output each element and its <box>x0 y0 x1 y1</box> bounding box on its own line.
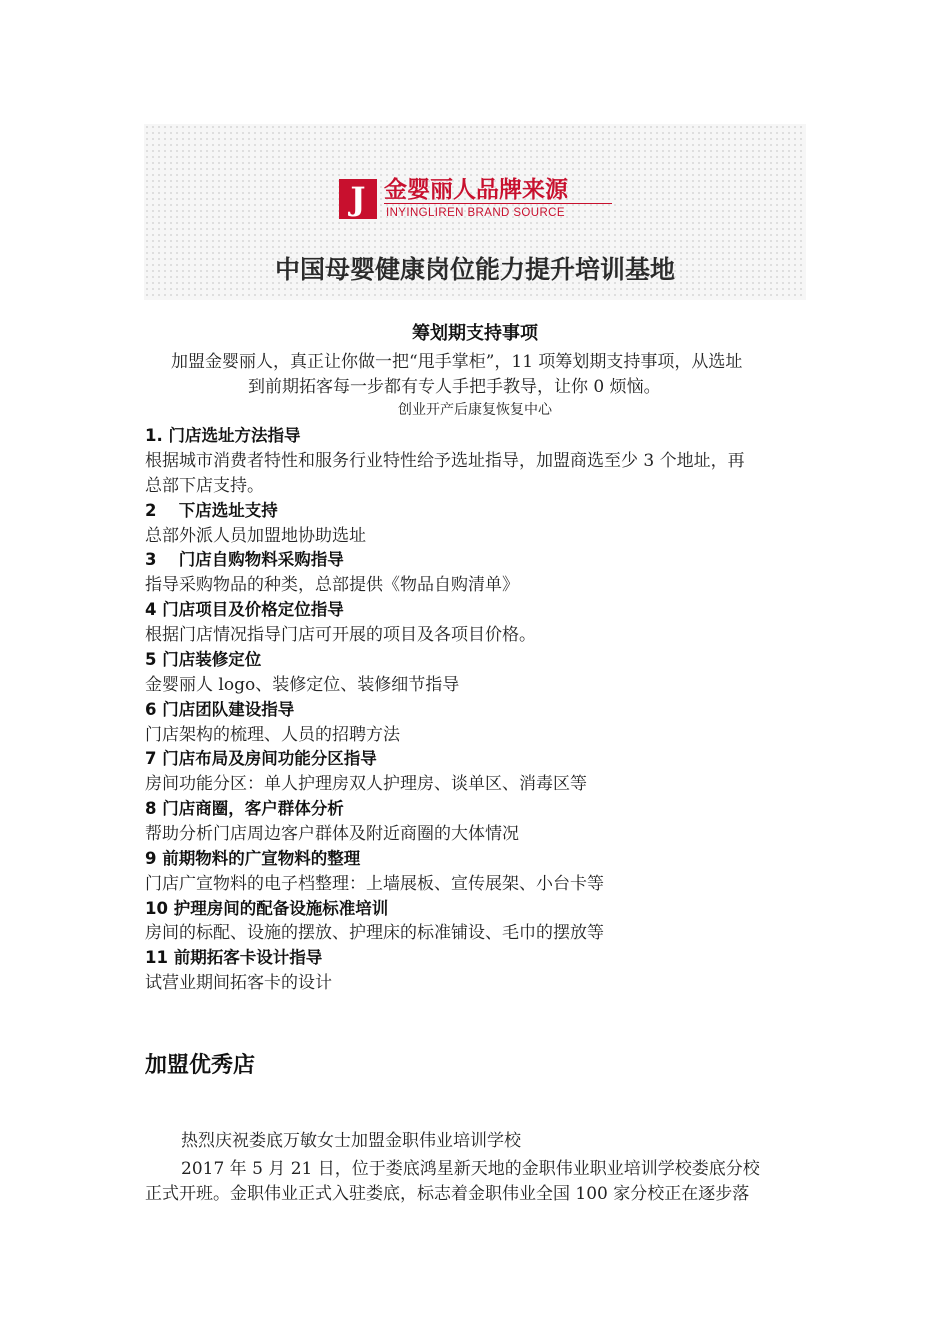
news-headline: 热烈庆祝娄底万敏女士加盟金职伟业培训学校 <box>181 1131 521 1151</box>
item-text: 根据城市消费者特性和服务行业特性给予选址指导，加盟商选至少 3 个地址，再 <box>145 451 745 471</box>
brand-logo-subtitle: INYINGLIREN BRAND SOURCE <box>386 207 565 219</box>
item-heading: 5 门店装修定位 <box>145 650 262 669</box>
section-title: 筹划期支持事项 <box>412 323 538 344</box>
item-text: 金婴丽人 logo、装修定位、装修细节指导 <box>145 675 460 695</box>
item-heading: 9 前期物料的广宣物料的整理 <box>145 849 361 868</box>
sub-caption: 创业开产后康复恢复中心 <box>398 402 552 418</box>
item-text: 帮助分析门店周边客户群体及附近商圈的大体情况 <box>145 824 519 844</box>
item-heading: 4 门店项目及价格定位指导 <box>145 600 344 619</box>
banner-title: 中国母婴健康岗位能力提升培训基地 <box>274 255 675 284</box>
news-paragraph-line: 2017 年 5 月 21 日，位于娄底鸿星新天地的金职伟业职业培训学校娄底分校 <box>181 1159 760 1179</box>
section-2-title: 加盟优秀店 <box>145 1053 256 1078</box>
item-heading: 2 下店选址支持 <box>145 501 278 520</box>
item-heading: 11 前期拓客卡设计指导 <box>145 948 323 967</box>
item-text: 总部下店支持。 <box>145 476 264 496</box>
brand-logo-mark: J <box>339 179 377 219</box>
logo-divider <box>384 203 612 204</box>
intro-line-2: 到前期拓客每一步都有专人手把手教导，让你 0 烦恼。 <box>248 377 661 397</box>
item-heading: 8 门店商圈，客户群体分析 <box>145 799 344 818</box>
item-text: 根据门店情况指导门店可开展的项目及各项目价格。 <box>145 625 536 645</box>
news-paragraph-line: 正式开班。金职伟业正式入驻娄底，标志着金职伟业全国 100 家分校正在逐步落 <box>145 1184 750 1204</box>
item-heading: 7 门店布局及房间功能分区指导 <box>145 749 377 768</box>
brand-logo-title: 金婴丽人品牌来源 <box>384 177 568 203</box>
item-heading: 3 门店自购物料采购指导 <box>145 550 344 569</box>
item-heading: 10 护理房间的配备设施标准培训 <box>145 899 389 918</box>
item-text: 门店架构的梳理、人员的招聘方法 <box>145 725 400 745</box>
intro-line-1: 加盟金婴丽人，真正让你做一把“甩手掌柜”，11 项筹划期支持事项，从选址 <box>171 352 743 372</box>
item-text: 试营业期间拓客卡的设计 <box>145 973 332 993</box>
item-text: 房间的标配、设施的摆放、护理床的标准铺设、毛巾的摆放等 <box>145 923 604 943</box>
item-text: 房间功能分区：单人护理房双人护理房、谈单区、消毒区等 <box>145 774 587 794</box>
item-heading: 6 门店团队建设指导 <box>145 700 295 719</box>
item-heading: 1. 门店选址方法指导 <box>145 426 301 445</box>
item-text: 门店广宣物料的电子档整理：上墙展板、宣传展架、小台卡等 <box>145 874 604 894</box>
item-text: 指导采购物品的种类，总部提供《物品自购清单》 <box>145 575 519 595</box>
item-text: 总部外派人员加盟地协助选址 <box>145 526 366 546</box>
